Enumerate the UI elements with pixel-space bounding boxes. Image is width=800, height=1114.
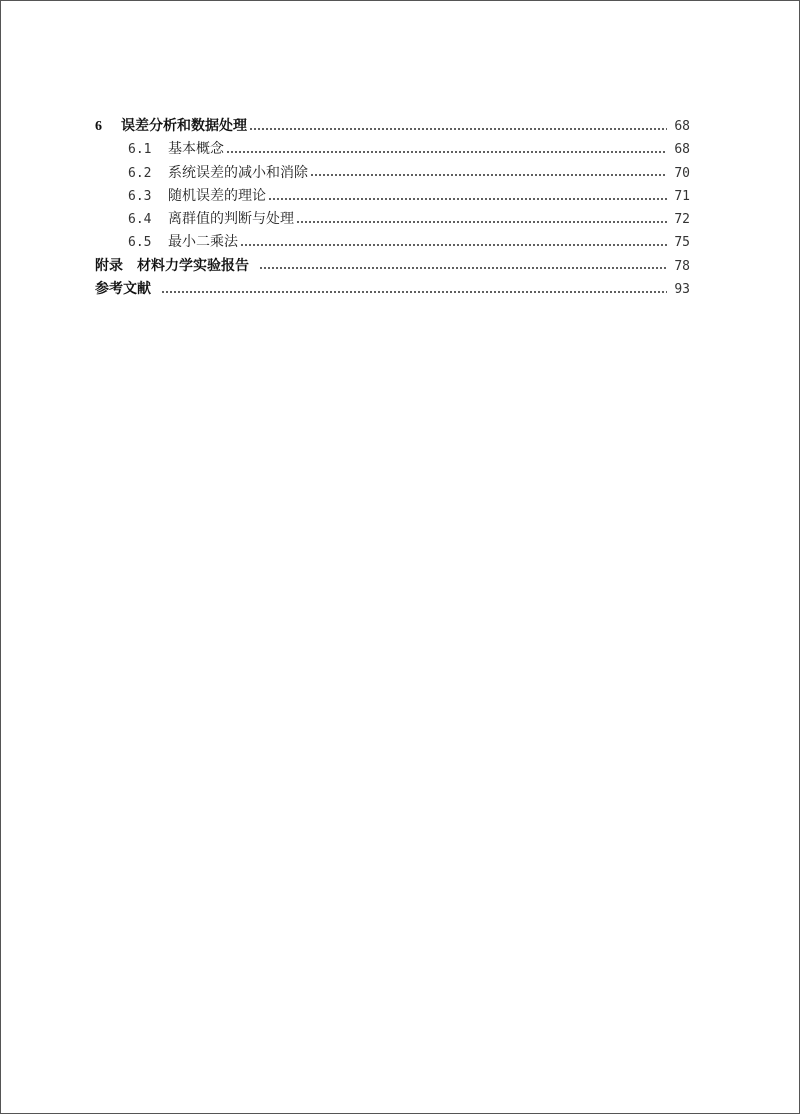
dot-leader (268, 198, 667, 200)
section-title: 系统误差的减小和消除 (168, 164, 308, 181)
chapter-title: 误差分析和数据处理 (121, 118, 247, 134)
section-title: 最小二乘法 (168, 234, 238, 251)
appendix-title: 附录 材料力学实验报告 (95, 257, 249, 274)
page-number: 93 (674, 282, 690, 298)
dot-leader (240, 244, 667, 246)
toc-entry-section-6-2[interactable] (95, 162, 690, 185)
toc-entry-section-6-1[interactable] (95, 138, 690, 161)
page-number: 72 (674, 212, 690, 228)
section-number: 6.5 (128, 235, 152, 251)
chapter-number: 6 (95, 119, 102, 134)
toc-entry-appendix[interactable] (95, 255, 690, 278)
dot-leader (161, 291, 667, 293)
toc-entry-references[interactable] (95, 278, 690, 301)
toc-entry-section-6-3[interactable] (95, 185, 690, 208)
dot-leader (296, 221, 667, 223)
page-number: 68 (674, 142, 690, 158)
section-number: 6.3 (128, 188, 152, 204)
page-number: 68 (674, 119, 690, 134)
section-title: 离群值的判断与处理 (168, 211, 294, 228)
page-number: 70 (674, 165, 690, 181)
table-of-contents (95, 115, 690, 301)
section-title: 基本概念 (168, 141, 224, 158)
section-number: 6.4 (128, 212, 152, 228)
dot-leader (249, 128, 667, 130)
references-title: 参考文献 (95, 281, 151, 298)
page-number: 71 (674, 188, 690, 204)
page-number: 78 (674, 258, 690, 274)
section-title: 随机误差的理论 (168, 187, 266, 204)
page-number: 75 (674, 235, 690, 251)
dot-leader (259, 267, 667, 269)
dot-leader (226, 151, 667, 153)
toc-entry-chapter-6[interactable] (95, 115, 690, 138)
section-number: 6.1 (128, 142, 152, 158)
toc-entry-section-6-5[interactable] (95, 231, 690, 254)
section-number: 6.2 (128, 165, 152, 181)
dot-leader (310, 174, 667, 176)
toc-entry-section-6-4[interactable] (95, 208, 690, 231)
